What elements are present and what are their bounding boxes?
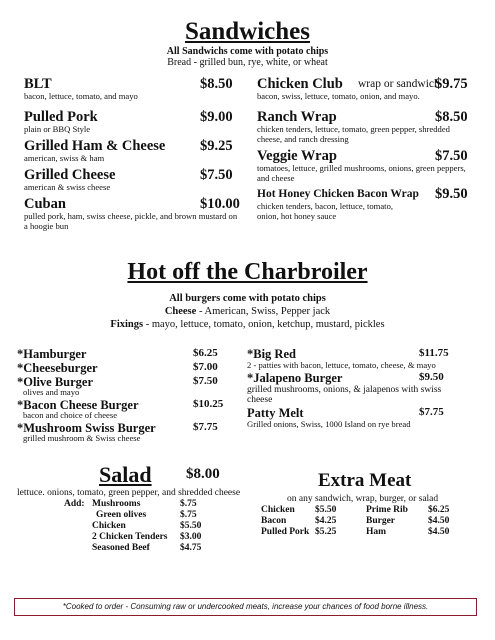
fixings-options [0,319,495,330]
add-price: $.75 [180,510,197,520]
add-price: $5.50 [180,521,202,531]
fixings-label: Fixings [110,319,144,330]
menu-item [24,76,234,109]
burgers-right-column [247,347,477,432]
item-price: $7.50 [193,375,218,387]
list-item [92,499,242,510]
item-price: $8.50 [200,76,233,92]
extra-meat-title: Extra Meat [318,470,412,491]
sandwiches-bread-note: Bread - grilled bun, rye, white, or wheat [167,57,328,68]
item-note: wrap or sandwich [358,78,440,90]
list-item [92,532,242,543]
item-name: Chicken Club [257,76,343,92]
burgers-left-column [17,347,242,444]
item-name: *Hamburger [17,347,87,361]
sandwiches-right-column [257,76,477,224]
item-name: Grilled Ham & Cheese [24,138,166,154]
meat-price: $5.25 [315,527,337,537]
item-price: $10.25 [193,398,224,410]
item-price: $9.00 [200,109,233,125]
item-name: Cuban [24,196,66,212]
meat-name: Ham [366,527,387,537]
menu-item [24,109,234,138]
meat-price: $5.50 [315,505,337,515]
extra-meat-subtitle: on any sandwich, wrap, burger, or salad [287,494,439,504]
item-price: $9.50 [435,186,468,202]
item-name: Patty Melt [247,406,304,420]
cheese-text: - American, Swiss, Pepper jack [196,306,331,317]
footer-disclaimer: *Cooked to order - Consuming raw or undercooked meats, increase your chances of food borne illness. [14,598,477,616]
meat-name: Burger [366,516,396,526]
menu-item [24,138,234,167]
item-price: $7.75 [193,421,218,433]
charbroiler-title: Hot off the Charbroiler [127,259,368,285]
add-label: Add: [64,499,85,509]
item-name: *Cheeseburger [17,361,98,375]
menu-item [24,196,240,232]
meat-price: $4.25 [315,516,337,526]
item-desc: Grilled onions, Swiss, 1000 Island on rye bread [247,419,411,429]
meat-name: Bacon [261,516,287,526]
meat-name: Pulled Pork [261,527,310,537]
list-item [92,521,242,532]
cheese-options [0,306,495,317]
salad-desc: lettuce. onions, tomato, green pepper, and shredded cheese [17,488,241,498]
item-desc: chicken tenders, bacon, lettuce, tomato, onion, hot honey sauce [257,201,394,221]
menu-item [247,371,477,406]
item-name: Grilled Cheese [24,167,116,183]
item-desc: grilled mushroom & Swiss cheese [23,433,141,443]
item-price: $7.50 [435,148,468,164]
sandwiches-title: Sandwiches [184,18,311,45]
item-desc: chicken tenders, lettuce, tomato, green pepper, shredded cheese, and ranch dressing [257,124,450,144]
item-name: *Big Red [247,347,296,361]
fixings-text: - mayo, lettuce, tomato, onion, ketchup, mustard, pickles [143,319,385,330]
item-price: $9.25 [200,138,233,154]
table-row [261,516,453,527]
add-name: Chicken [92,521,126,531]
add-name: 2 Chicken Tenders [92,532,168,542]
sandwiches-subtitle: All Sandwichs come with potato chips [166,46,329,57]
cheese-label: Cheese [164,306,197,317]
item-price: $9.50 [419,371,444,383]
item-name: *Jalapeno Burger [247,371,343,385]
list-item [92,543,242,554]
meat-name: Chicken [261,505,295,515]
extra-meat-table [261,505,453,538]
salad-add-list [92,499,242,554]
salad-price: $8.00 [186,466,220,482]
menu-item [257,109,477,148]
item-name: Ranch Wrap [257,109,337,125]
list-item [92,510,242,521]
menu-item [247,347,477,371]
item-price: $7.75 [419,406,444,418]
item-price: $7.50 [200,167,233,183]
menu-item [24,167,234,196]
menu-item [17,361,242,375]
menu-item [247,406,477,432]
menu-item [17,421,242,444]
item-price: $7.00 [193,361,218,373]
menu-item [257,76,477,109]
table-row [261,527,453,538]
item-desc: grilled mushrooms, onions, & jalapenos with swiss cheese [247,385,442,405]
item-desc: bacon and choice of cheese [23,410,118,420]
item-desc: olives and mayo [23,387,80,397]
add-name: Mushrooms [92,499,141,509]
meat-price: $4.50 [428,527,450,537]
charbroiler-subtitle: All burgers come with potato chips [169,293,326,304]
item-name: Pulled Pork [24,109,98,125]
add-price: $.75 [180,499,197,509]
item-name: *Bacon Cheese Burger [17,398,139,412]
table-row [261,505,453,516]
item-desc: american & swiss cheese [24,182,111,192]
menu-item [257,148,477,186]
item-name: Veggie Wrap [257,148,337,164]
item-price: $11.75 [419,347,449,359]
item-name: *Mushroom Swiss Burger [17,421,156,435]
sandwiches-left-column [24,76,240,232]
menu-item [17,375,242,398]
meat-price: $4.50 [428,516,450,526]
item-price: $9.75 [435,76,468,92]
item-desc: pulled pork, ham, swiss cheese, pickle, and brown mustard on a hoogie bun [24,211,238,231]
salad-title: Salad [99,462,152,487]
add-name: Seasoned Beef [92,543,150,553]
item-desc: plain or BBQ Style [24,124,91,134]
item-desc: bacon, swiss, lettuce, tomato, onion, and mayo. [257,91,420,101]
item-price: $10.00 [200,196,240,212]
item-name: BLT [24,76,52,92]
item-desc: bacon, lettuce, tomato, and mayo [24,91,138,101]
add-price: $4.75 [180,543,202,553]
item-desc: 2 - patties with bacon, lettuce, tomato, cheese, & mayo [247,360,436,370]
item-desc: tomatoes, lettuce, grilled mushrooms, onions, green peppers, and cheese [257,163,466,183]
item-name: *Olive Burger [17,375,94,389]
item-price: $8.50 [435,109,468,125]
item-name: Hot Honey Chicken Bacon Wrap [257,188,419,200]
item-desc: american, swiss & ham [24,153,105,163]
menu-item [17,347,242,361]
meat-price: $6.25 [428,505,450,515]
menu-item [17,398,242,421]
add-name: Green olives [96,510,147,520]
item-price: $6.25 [193,347,218,359]
add-price: $3.00 [180,532,202,542]
menu-item [257,186,477,224]
meat-name: Prime Rib [366,505,408,515]
